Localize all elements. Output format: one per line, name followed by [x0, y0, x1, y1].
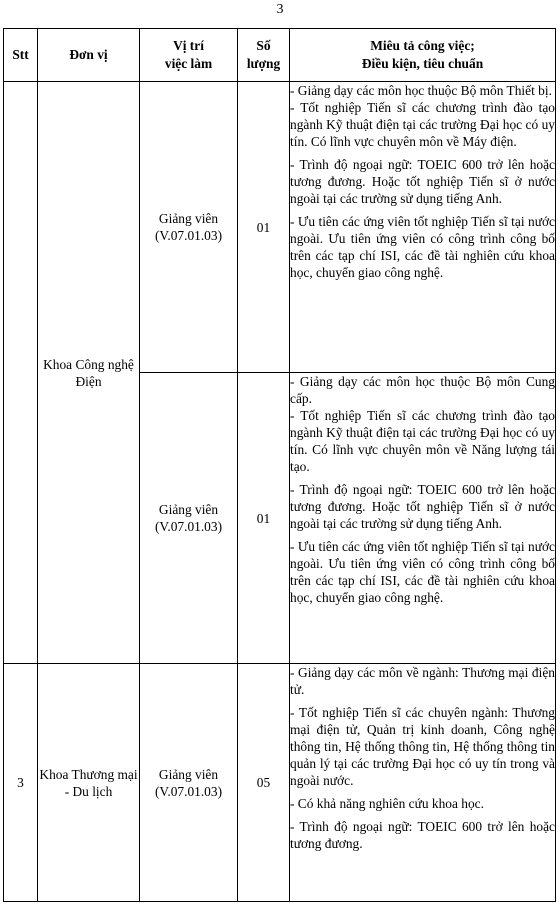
description-item: - Giảng dạy các môn học thuộc Bộ môn Thiết bị.	[290, 83, 552, 98]
description-item: - Ưu tiên các ứng viên tốt nghiệp Tiến sĩ tại nước ngoài. Ưu tiên ứng viên có công trình công bố trên các tạp chí ISI, các đề tài nghiên cứu khoa học, chuyển giao công nghệ.	[290, 539, 555, 605]
row-stt-cell	[4, 82, 38, 664]
row-description-cell	[290, 82, 556, 373]
row-unit-cell: Khoa Thương mại - Du lịch	[38, 664, 140, 902]
description-item: - Trình độ ngoại ngữ: TOEIC 600 trở lên hoặc tương đương. Hoặc tốt nghiệp Tiến sĩ ở nước ngoài tại các trường sử dụng tiếng Anh.	[290, 157, 555, 206]
header-quantity	[238, 29, 290, 82]
header-description-line2: Điều kiện, tiêu chuẩn	[361, 56, 484, 71]
row-position-cell	[140, 373, 238, 664]
description-item: - Trình độ ngoại ngữ: TOEIC 600 trở lên hoặc tương đương. Hoặc tốt nghiệp Tiến sĩ ở nước ngoài tại các trường sử dụng tiếng Anh.	[290, 482, 555, 531]
header-description-line1: Miêu tả công việc;	[370, 38, 475, 53]
header-unit: Đơn vị	[38, 29, 140, 82]
position-title: Giảng viên	[158, 211, 219, 226]
recruitment-table	[3, 28, 556, 902]
row-quantity-cell: 01	[238, 82, 290, 373]
header-stt: Stt	[4, 29, 38, 82]
row-position-cell	[140, 664, 238, 902]
row-quantity-cell: 01	[238, 373, 290, 664]
description-item: - Trình độ ngoại ngữ: TOEIC 600 trở lên hoặc tương đương.	[290, 819, 555, 851]
position-code: (V.07.01.03)	[154, 228, 223, 243]
description-item: - Tốt nghiệp Tiến sĩ các chuyên ngành: Thương mại điện tử, Quản trị kinh doanh, Công nghệ thông tin, Hệ thống thông tin, Hệ thống thông tin quản lý tại các trường Đại học có uy tín trong và ngoài nước.	[290, 705, 555, 788]
row-description-cell	[290, 373, 556, 664]
description-item: - Có khả năng nghiên cứu khoa học.	[290, 796, 484, 811]
description-item: - Tốt nghiệp Tiến sĩ các chương trình đào tạo ngành Kỹ thuật điện tại các trường Đại học có uy tín. Có lĩnh vực chuyên môn về Năng lượng tái tạo.	[290, 408, 555, 474]
row-unit-cell: Khoa Công nghệ Điện	[38, 82, 140, 664]
header-quantity-line1: Số	[256, 38, 271, 53]
row-stt-cell: 3	[4, 664, 38, 902]
row-description-cell	[290, 664, 556, 902]
position-code: (V.07.01.03)	[154, 783, 223, 799]
position-title: Giảng viên	[158, 502, 219, 517]
description-item: - Tốt nghiệp Tiến sĩ các chương trình đào tạo ngành Kỹ thuật điện tại các trường Đại học có uy tín. Có lĩnh vực chuyên môn về Máy điện.	[290, 100, 555, 149]
header-position	[140, 29, 238, 82]
header-description	[290, 29, 556, 82]
position-title: Giảng viên	[158, 766, 219, 782]
header-position-line2: việc làm	[164, 56, 213, 71]
header-position-line1: Vị trí	[173, 38, 204, 53]
row-quantity-cell: 05	[238, 664, 290, 902]
position-code: (V.07.01.03)	[154, 519, 223, 534]
description-item: - Giảng dạy các môn về ngành: Thương mại điện tử.	[290, 665, 555, 697]
header-quantity-line2: lượng	[246, 56, 281, 71]
row-position-cell	[140, 82, 238, 373]
table-header-row	[4, 29, 556, 82]
table-row	[4, 82, 556, 373]
page-number: 3	[276, 2, 284, 17]
description-item: - Giảng dạy các môn học thuộc Bộ môn Cung cấp.	[290, 374, 555, 406]
table-row	[4, 664, 556, 902]
description-item: - Ưu tiên các ứng viên tốt nghiệp Tiến sĩ tại nước ngoài. Ưu tiên ứng viên có công trình công bố trên các tạp chí ISI, các đề tài nghiên cứu khoa học, chuyển giao công nghệ.	[290, 214, 555, 280]
